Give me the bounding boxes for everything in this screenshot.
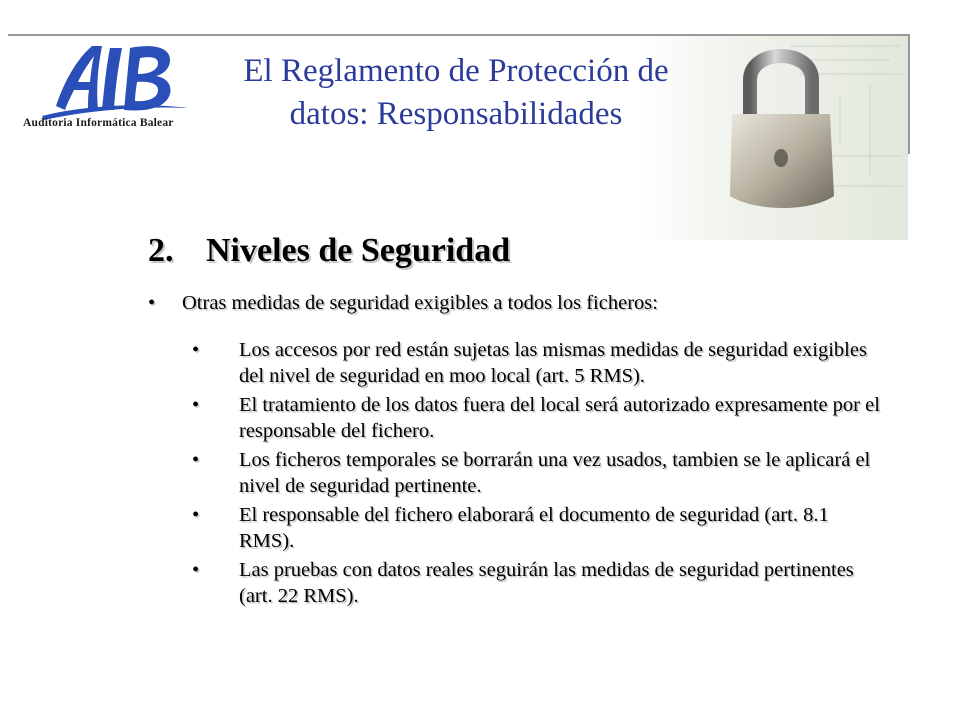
bullet-icon: • bbox=[192, 448, 200, 471]
bullet-icon: • bbox=[192, 503, 200, 526]
logo-caption: Auditoria Informática Balear bbox=[23, 117, 174, 129]
list-item bbox=[142, 392, 882, 445]
intro-text: Otras medidas de seguridad exigibles a todos los ficheros: bbox=[182, 292, 658, 314]
list-item-text: El responsable del fichero elaborará el documento de seguridad (art. 8.1 RMS). bbox=[239, 503, 829, 552]
bullet-list bbox=[142, 290, 882, 612]
section-number: 2. bbox=[148, 232, 174, 269]
bullet-icon: • bbox=[192, 393, 200, 416]
bullet-icon: • bbox=[192, 338, 200, 361]
list-item-text: Los accesos por red están sujetas las mismas medidas de seguridad exigibles del nivel de seguridad en moo local (art. 5 RMS). bbox=[239, 338, 867, 387]
bullet-icon: • bbox=[148, 292, 156, 314]
list-item bbox=[142, 337, 882, 390]
list-item bbox=[142, 447, 882, 500]
list-item-text: Los ficheros temporales se borrarán una vez usados, tambien se le aplicará el nivel de seguridad pertinente. bbox=[239, 448, 871, 497]
list-item-text: El tratamiento de los datos fuera del local será autorizado expresamente por el responsable del fichero. bbox=[239, 393, 880, 442]
list-item bbox=[142, 502, 882, 555]
section-title: Niveles de Seguridad bbox=[206, 232, 511, 269]
list-item-intro bbox=[142, 290, 882, 317]
page-title-line-1: El Reglamento de Protección de bbox=[243, 53, 669, 89]
bullet-icon: • bbox=[192, 558, 200, 581]
list-item-text: Las pruebas con datos reales seguirán las medidas de seguridad pertinentes (art. 22 RMS). bbox=[239, 558, 854, 607]
section-heading bbox=[148, 232, 510, 270]
page-title-line-2: datos: Responsabilidades bbox=[289, 96, 623, 132]
list-item bbox=[142, 557, 882, 610]
page-title bbox=[196, 50, 716, 136]
